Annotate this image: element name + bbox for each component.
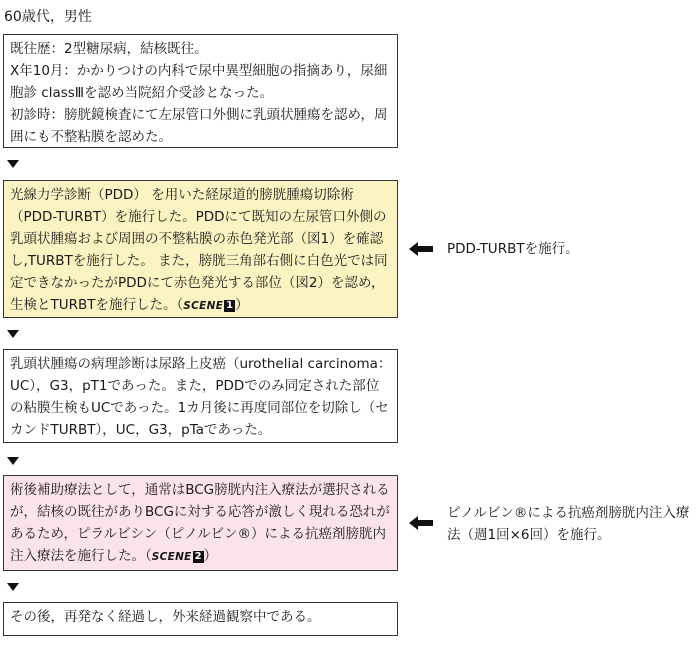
down-arrow-icon <box>7 583 19 591</box>
pathology-text: 乳頭状腫瘍の病理診断は尿路上皮癌（urothelial carcinoma：UC），G3，pT1であった。また，PDDでのみ同定された部位の粘膜生検もUCであった。1カ月後に再度同部位を切除し（セカンドTURBT），UC，G3，pTaであった。 <box>10 356 392 438</box>
followup-box <box>3 602 398 636</box>
history-box <box>3 34 398 148</box>
history-line: 既往歴：2型糖尿病，結核既往。 <box>10 41 208 57</box>
left-arrow-icon <box>409 242 433 256</box>
initial-exam-line: 初診時：膀胱鏡検査にて左尿管口外側に乳頭状腫瘍を認め，周囲にも不整粘膜を認めた。 <box>10 107 388 145</box>
chemotherapy-note: ピノルビン®による抗癌剤膀胱内注入療法（週1回×6回）を施行。 <box>447 505 690 543</box>
scene-number-badge: 2 <box>194 551 202 562</box>
down-arrow-icon <box>7 330 19 338</box>
pdd-turbt-note: PDD-TURBTを施行。 <box>447 241 579 257</box>
followup-text: その後，再発なく経過し，外来経過観察中である。 <box>10 609 321 625</box>
patient-header: 60歳代，男性 <box>4 9 92 25</box>
scene-number-badge: 1 <box>226 300 234 311</box>
adjuvant-therapy-text <box>10 479 392 568</box>
pdd-turbt-text <box>10 184 392 317</box>
scene-label: SCENE <box>151 551 192 563</box>
pdd-turbt-box <box>3 180 398 318</box>
adjuvant-therapy-description: 術後補助療法として，通常はBCG膀胱内注入療法が選択されるが，結核の既往がありBCGに対する応答が激しく現れる恐れがあるため，ピラルビシン（ピノルビン®）による抗癌剤膀胱内注入療法を施行した。（ <box>10 482 390 564</box>
adjuvant-therapy-box <box>3 475 398 571</box>
referral-line: X年10月：かかりつけの内科で尿中異型細胞の指摘あり，尿細胞診 classⅢを認め当院紹介受診となった。 <box>10 63 388 101</box>
down-arrow-icon <box>7 160 19 168</box>
scene-label: SCENE <box>183 300 224 312</box>
pathology-box <box>3 349 398 443</box>
pdd-turbt-description: 光線力学診断（PDD） を用いた経尿道的膀胱腫瘍切除術（PDD-TURBT）を施行した。PDDにて既知の左尿管口外側の乳頭状腫瘍および周囲の不整粘膜の赤色発光部（図1）を確認し,TURBTを施行した。 また，膀胱三角部右側に白色光では同定できなかったがPDDにて赤色発光する部位（図2）を認め，生検とTURBTを施行した。（ <box>10 187 388 313</box>
paren-close: ） <box>203 548 218 564</box>
down-arrow-icon <box>7 457 19 465</box>
paren-close: ） <box>235 297 249 313</box>
left-arrow-icon <box>409 516 433 530</box>
